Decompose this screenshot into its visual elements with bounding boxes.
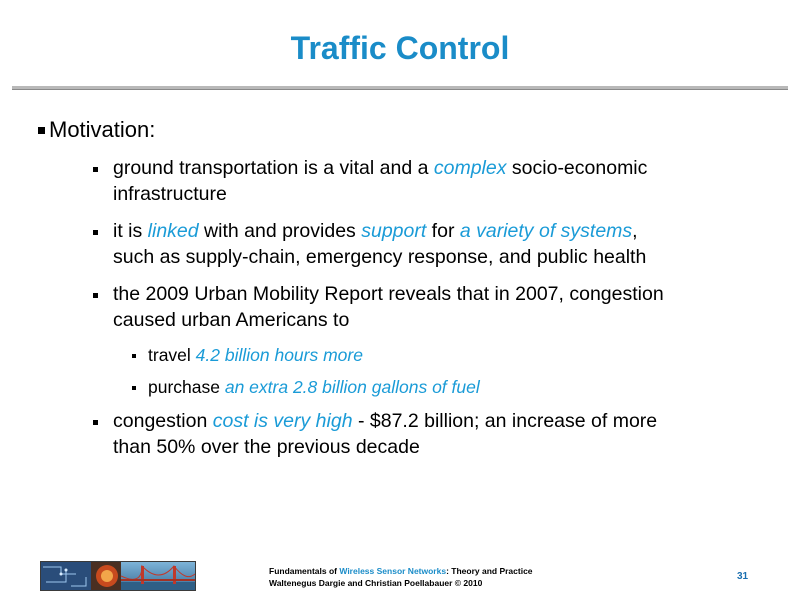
text-segment: infrastructure [113, 183, 227, 205]
page-number: 31 [737, 571, 749, 582]
text-segment: , [632, 220, 638, 242]
highlight-text: cost is very high [212, 410, 353, 432]
footer-citation [269, 565, 533, 589]
text-segment: ground transportation is a vital and a [113, 157, 434, 179]
highlight-text: linked [147, 220, 199, 242]
highlight-text: 4.2 billion hours more [195, 345, 363, 365]
slide-title: Traffic Control [290, 30, 510, 66]
bullet-square-icon [93, 167, 98, 172]
subbullet-travel [148, 344, 363, 366]
bullet-congestion-cost [113, 408, 773, 460]
text-segment: congestion [113, 410, 213, 432]
bullet-square-icon [38, 127, 45, 134]
bullet-square-icon [93, 230, 98, 235]
text-segment: such as supply-chain, emergency response, and public health [113, 246, 647, 268]
highlight-text: complex [433, 157, 507, 179]
footer-banner-image [40, 561, 196, 591]
text-segment: socio-economic [506, 157, 648, 179]
text-segment: Fundamentals of [269, 566, 340, 576]
subbullet-purchase [148, 376, 480, 398]
bullet-ground-transportation [113, 155, 773, 207]
highlight-text: Wireless Sensor Networks [339, 566, 447, 576]
highlight-text: an extra 2.8 billion gallons of fuel [224, 377, 480, 397]
bullet-urban-mobility-report [113, 281, 773, 333]
bullet-linked-systems [113, 218, 773, 270]
bullet-motivation [49, 117, 155, 143]
text-segment: : Theory and Practice [446, 566, 533, 576]
bullet-square-icon [93, 420, 98, 425]
text-segment: than 50% over the previous decade [113, 436, 420, 458]
highlight-text: a variety of systems [459, 220, 633, 242]
bullet-text: Motivation: [49, 117, 156, 142]
text-segment: for [426, 220, 460, 242]
title-divider [12, 86, 788, 90]
text-segment: travel [148, 345, 196, 365]
highlight-text: support [361, 220, 427, 242]
text-segment: - $87.2 billion; an increase of more [352, 410, 658, 432]
text-segment: purchase [148, 377, 225, 397]
text-segment: it is [113, 220, 148, 242]
bullet-square-icon [132, 354, 136, 358]
text-segment: caused urban Americans to [113, 309, 350, 331]
bullet-square-icon [93, 293, 98, 298]
text-segment: with and provides [198, 220, 362, 242]
bullet-square-icon [132, 386, 136, 390]
text-segment: Waltenegus Dargie and Christian Poellabauer © 2010 [269, 578, 483, 588]
circuit-bridge-illustration [41, 562, 195, 590]
text-segment: the 2009 Urban Mobility Report reveals that in 2007, congestion [113, 283, 664, 305]
